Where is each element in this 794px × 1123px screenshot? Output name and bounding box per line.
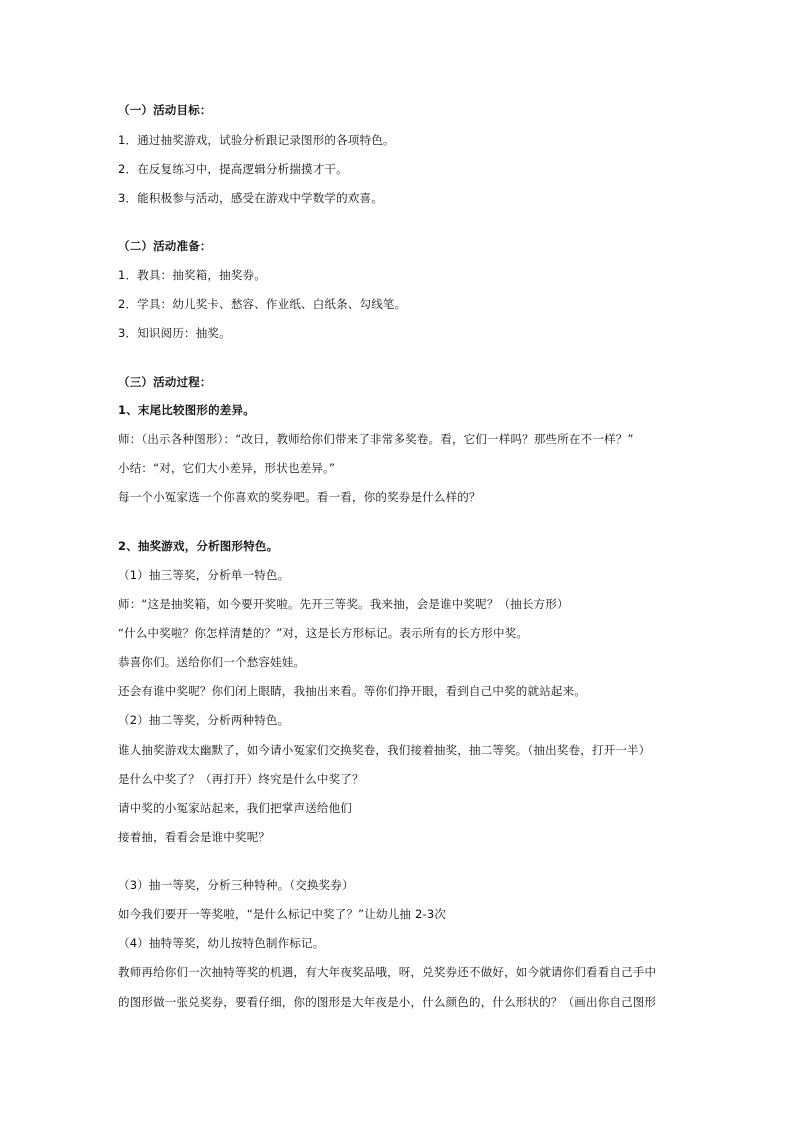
paragraph-line: （3）抽一等奖，分析三种特种。（交换奖券） xyxy=(118,878,354,892)
paragraph-line: （4）抽特等奖，幼儿按特色制作标记。 xyxy=(118,936,325,950)
paragraph-line: 每一个小冤家选一个你喜欢的奖券吧。看一看，你的奖券是什么样的？ xyxy=(118,490,481,504)
goal-item-1: 1．通过抽奖游戏，试验分析跟记录图形的各项特色。 xyxy=(118,133,395,147)
paragraph-line: 还会有谁中奖呢？你们闭上眼睛，我抽出来看。等你们挣开眼，看到自己中奖的就站起来。 xyxy=(118,684,586,698)
section-heading-goals: （一）活动目标： xyxy=(118,103,212,117)
section-heading-process: （三）活动过程： xyxy=(118,375,212,389)
preparation-item-2: 2．学具：幼儿奖卡、愁容、作业纸、白纸条、勾线笔。 xyxy=(118,297,407,311)
paragraph-line: 师：“这是抽奖箱，如今要开奖啦。先开三等奖。我来抽，会是谁中奖呢？（抽长方形） xyxy=(118,597,569,611)
paragraph-line: （1）抽三等奖，分析单一特色。 xyxy=(118,568,290,582)
section-heading-preparation: （二）活动准备： xyxy=(118,239,212,253)
preparation-item-1: 1．教具：抽奖箱，抽奖券。 xyxy=(118,268,266,282)
paragraph-line: 师：（出示各种图形）：“改日，教师给你们带来了非常多奖卷。看，它们一样吗？那些所在不一样？” xyxy=(118,432,634,446)
paragraph-line: 恭喜你们。送给你们一个愁容娃娃。 xyxy=(118,655,306,669)
paragraph-line: 请中奖的小冤家站起来，我们把掌声送给他们 xyxy=(118,801,352,815)
paragraph-line: “什么中奖啦？你怎样清楚的？”对，这是长方形标记。表示所有的长方形中奖。 xyxy=(118,626,529,640)
goal-item-3: 3．能积极参与活动，感受在游戏中学数学的欢喜。 xyxy=(118,191,383,205)
paragraph-line: 小结：“对，它们大小差异，形状也差异。” xyxy=(118,461,336,475)
paragraph-line: 接着抽，看看会是谁中奖呢？ xyxy=(118,830,271,844)
paragraph-line: 谁人抽奖游戏太幽默了，如今请小冤家们交换奖卷，我们接着抽奖，抽二等奖。（抽出奖卷，打开一半） xyxy=(118,743,651,757)
paragraph-line: 如今我们要开一等奖啦，“是什么标记中奖了？”让幼儿抽 2-3次 xyxy=(118,907,447,921)
step-heading-1: 1、末尾比较图形的差异。 xyxy=(118,403,255,417)
paragraph-line: 教师再给你们一次抽特等奖的机遇，有大年夜奖品哦，呀，兑奖券还不做好，如今就请你们看看自己手中 xyxy=(118,965,657,979)
paragraph-line: 的图形做一张兑奖券，要看仔细，你的图形是大年夜是小，什么颜色的，什么形状的？（画出你自己图形 xyxy=(118,995,657,1009)
preparation-item-3: 3．知识阅历：抽奖。 xyxy=(118,326,231,340)
paragraph-line: （2）抽二等奖，分析两种特色。 xyxy=(118,713,290,727)
goal-item-2: 2．在反复练习中，提高逻辑分析揣摸才干。 xyxy=(118,162,348,176)
paragraph-line: 是什么中奖了？（再打开）终究是什么中奖了？ xyxy=(118,772,364,786)
step-heading-2: 2、抽奖游戏，分析图形特色。 xyxy=(118,539,279,553)
